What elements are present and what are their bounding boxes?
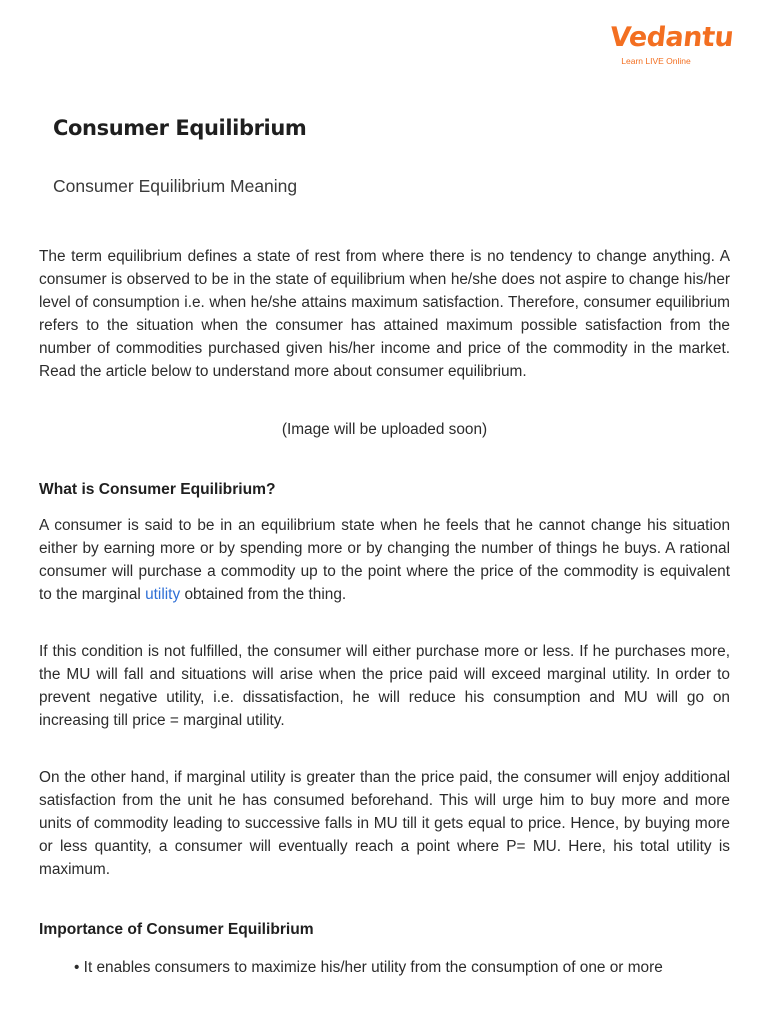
p1-text-before: A consumer is said to be in an equilibrium state when he feels that he cannot change his situation either by earning more or by spending more or by changing the number of things he buys. A rational consumer will purchase a commodity up to the point where the price of the commodity is equivalent to the marginal: [39, 517, 730, 603]
page-subtitle: Consumer Equilibrium Meaning: [53, 176, 298, 196]
image-placeholder: (Image will be uploaded soon): [281, 421, 488, 438]
logo-wordmark: Vedantu: [608, 22, 735, 53]
vedantu-logo: [608, 22, 735, 66]
section1-paragraph-3: On the other hand, if marginal utility is greater than the price paid, the consumer will enjoy additional satisfaction from the unit he has consumed beforehand. This will urge him to buy more and more units of commodity leading to successive falls in MU till it gets equal to price. Hence, by buying more or less quantity, a consumer will eventually reach a point where P= MU. Here, his total utility is maximum.: [39, 769, 730, 878]
utility-link[interactable]: utility: [145, 586, 181, 603]
page-title: Consumer Equilibrium: [53, 116, 307, 140]
section-heading-what-is: What is Consumer Equilibrium?: [39, 481, 276, 498]
section1-paragraph-1: [39, 514, 730, 606]
section1-paragraph-2: If this condition is not fulfilled, the consumer will either purchase more or less. If he purchases more, the MU will fall and situations will arise when the price paid will exceed marginal utility. In order to prevent negative utility, i.e. dissatisfaction, he will reduce his consumption and MU will go on increasing till price = marginal utility.: [39, 643, 730, 729]
list-item: • It enables consumers to maximize his/her utility from the consumption of one or more: [74, 959, 663, 976]
section-heading-importance: Importance of Consumer Equilibrium: [39, 921, 314, 938]
logo-tagline: Learn LIVE Online: [621, 56, 691, 66]
article-body: [39, 245, 730, 979]
intro-paragraph: The term equilibrium defines a state of rest from where there is no tendency to change anything. A consumer is observed to be in the state of equilibrium when he/she does not aspire to change his/her level of consumption i.e. when he/she attains maximum satisfaction. Therefore, consumer equilibrium refers to the situation when the consumer has attained maximum possible satisfaction from the number of commodities purchased given his/her income and price of the commodity in the market. Read the article below to understand more about consumer equilibrium.: [39, 248, 730, 380]
p1-text-after: obtained from the thing.: [180, 586, 347, 603]
